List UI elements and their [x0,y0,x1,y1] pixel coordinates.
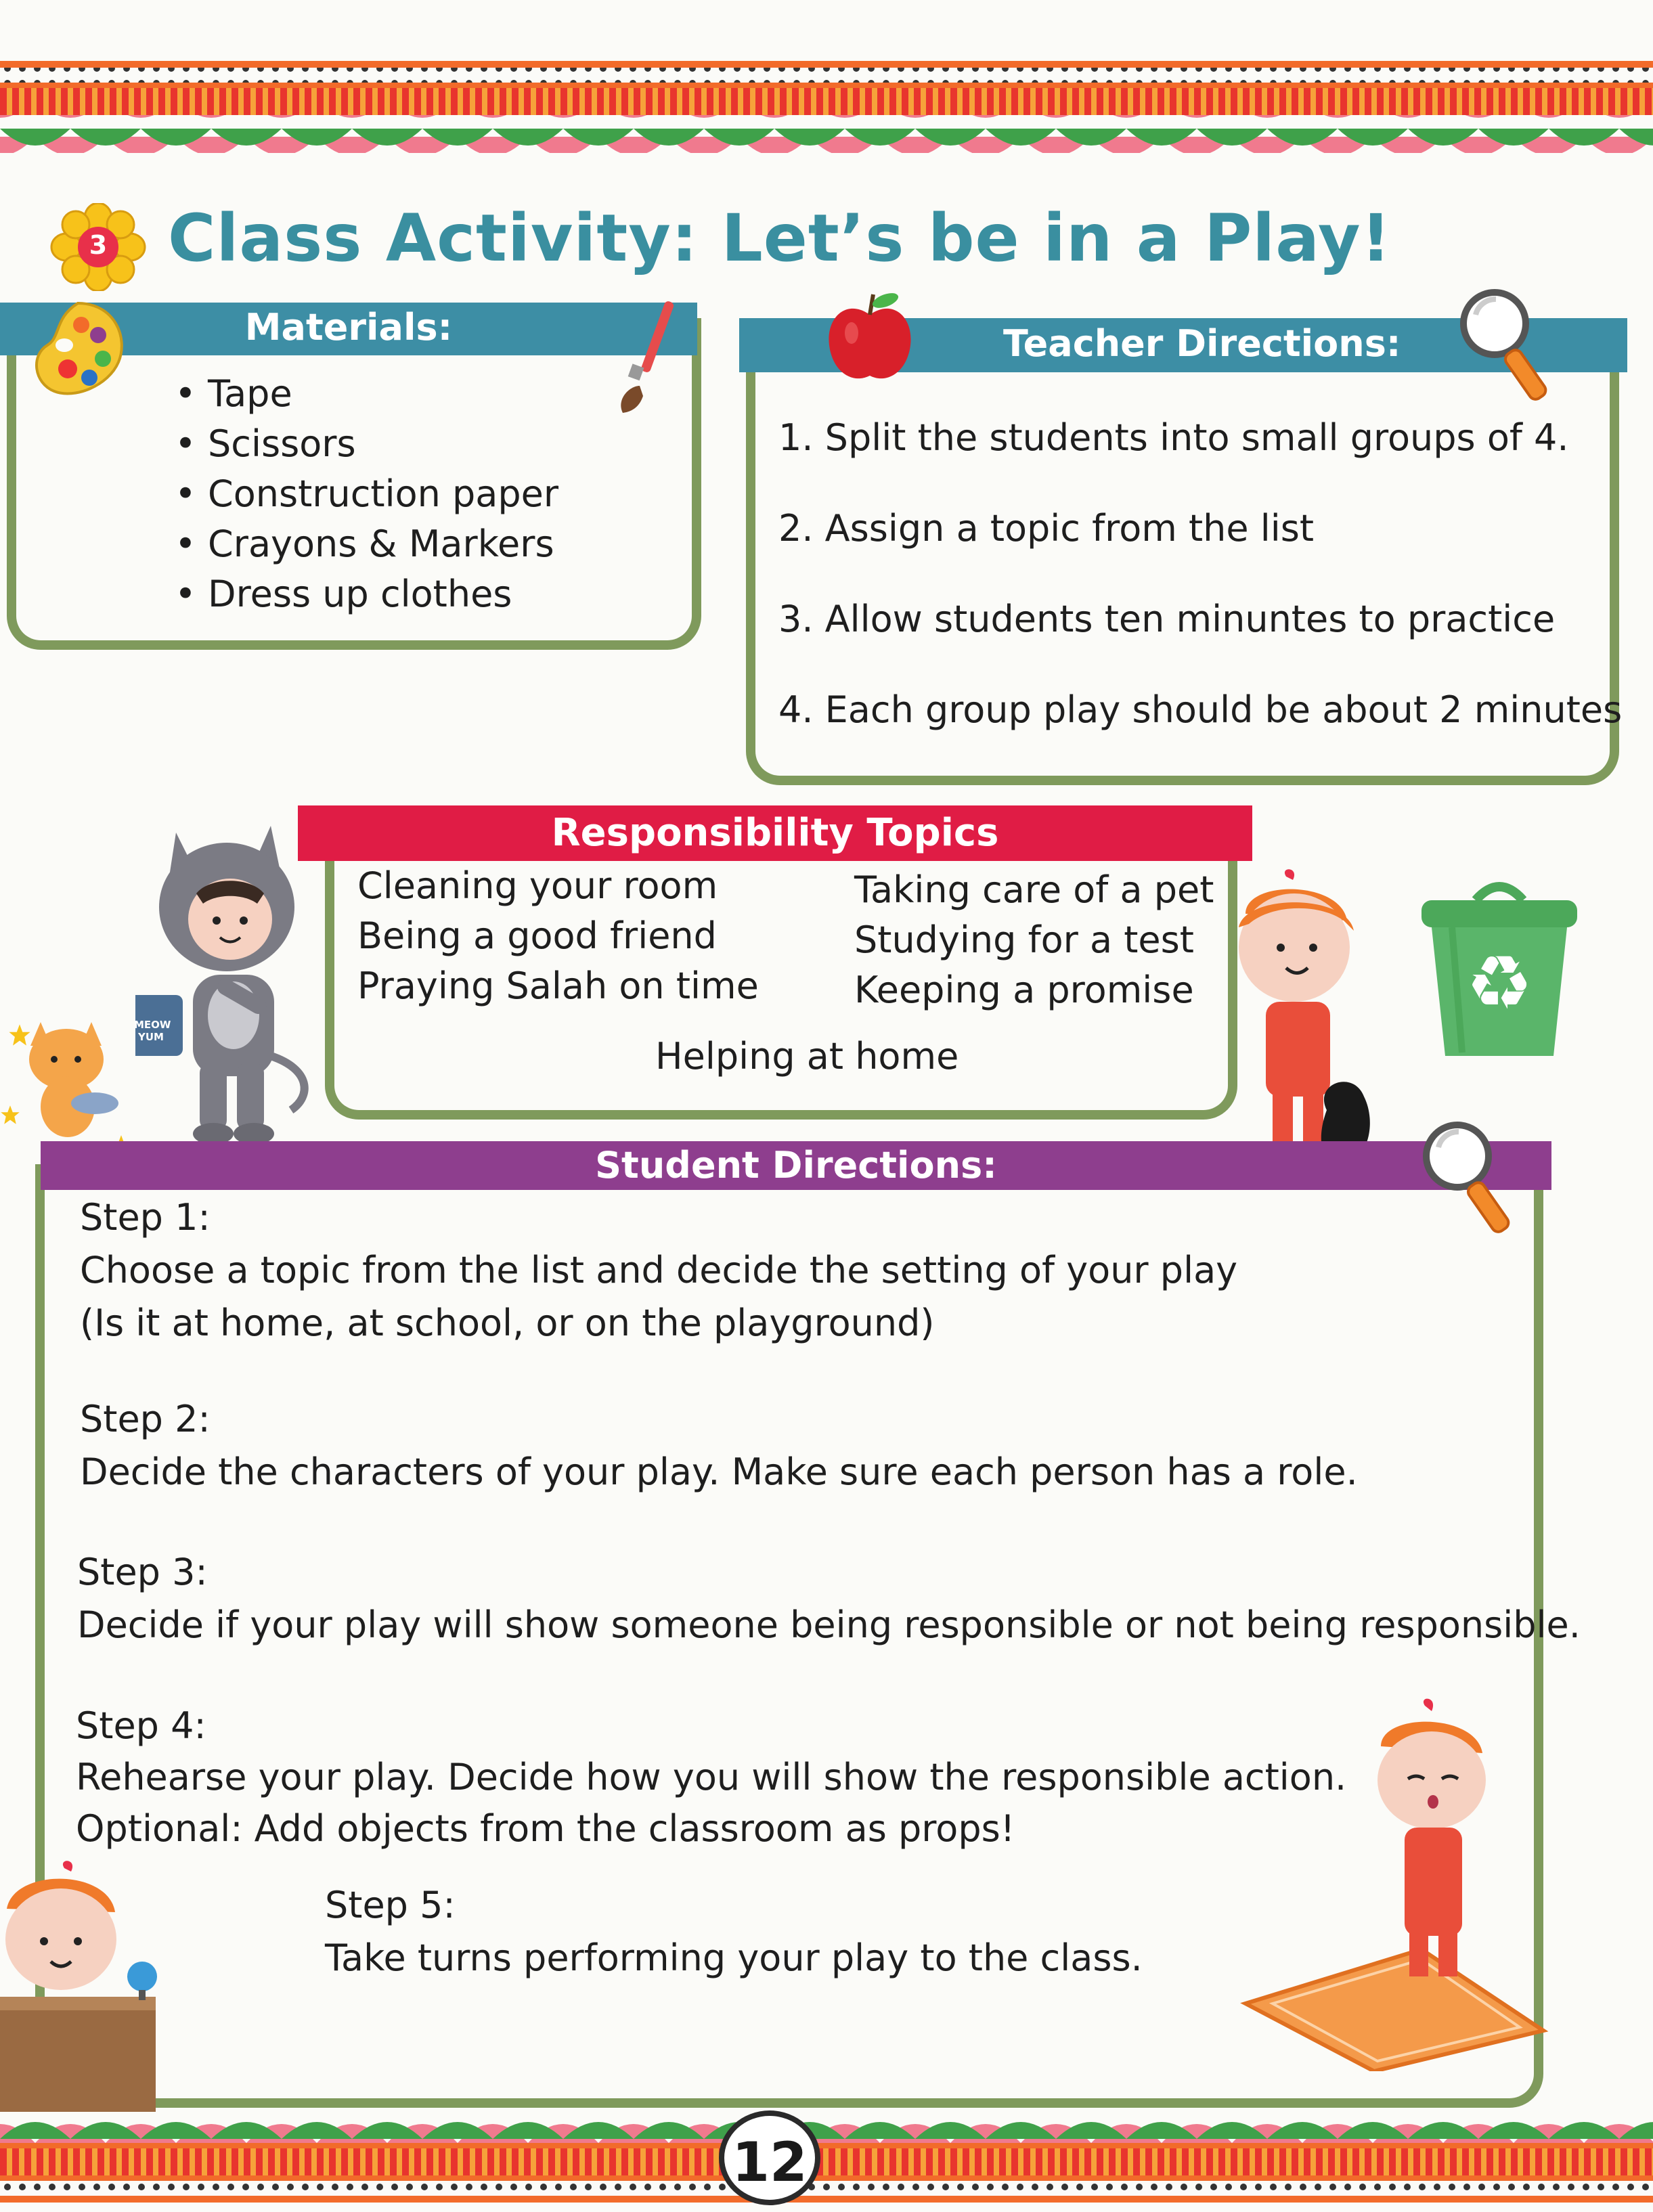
topic-item: Being a good friend [357,914,717,957]
teacher-step: 4. Each group play should be about 2 minutes [778,688,1623,731]
page-number-badge [719,2110,820,2205]
page-number: 12 [732,2131,808,2194]
magnifying-glass-icon [1415,1117,1516,1245]
topic-item: Keeping a promise [854,969,1194,1011]
student-step-3 [77,1546,1581,1652]
step-label: Step 2: [80,1398,211,1440]
step-text: Decide the characters of your play. Make sure each person has a role. [80,1451,1358,1493]
step-label: Step 4: [76,1704,206,1747]
student-step-2 [80,1393,1358,1499]
materials-item-label: Dress up clothes [208,573,512,615]
teacher-directions-heading: Teacher Directions: [1003,322,1401,365]
topic-item: Helping at home [655,1035,959,1078]
materials-item: • Scissors [175,422,356,465]
materials-item-label: Scissors [208,422,356,465]
top-decorative-border [0,61,1653,176]
materials-item: • Tape [175,372,292,415]
kid-at-desk-illustration [0,1855,169,2112]
teacher-step: 2. Assign a topic from the list [778,507,1315,550]
svg-text:♻: ♻ [1465,939,1533,1026]
materials-item: • Crayons & Markers [175,523,554,565]
topics-left-column [357,861,759,1011]
paintbrush-icon [609,298,690,413]
topic-item: Studying for a test [854,919,1194,961]
student-step-1 [80,1191,1237,1350]
activity-number-flower-icon [47,203,149,291]
step-label: Step 5: [325,1884,456,1926]
step-text: Choose a topic from the list and decide the setting of your play [80,1249,1238,1291]
star-icon [0,1105,20,1125]
apple-icon [826,291,914,386]
boy-with-trash-bag-illustration [1218,866,1381,1171]
cat-food-cup-label [134,1019,171,1043]
materials-item: • Construction paper [175,472,559,515]
student-step-5 [325,1879,1143,1985]
cup-label-text: MEOW YUM [134,1019,171,1043]
bottom-decorative-border [0,2105,1653,2212]
topics-right-column [854,865,1214,1015]
step-text: Optional: Add objects from the classroom as props! [76,1807,1015,1850]
step-text: Decide if your play will show someone being responsible or not being responsible. [77,1603,1581,1646]
materials-item-label: Crayons & Markers [208,523,554,565]
topic-item: Taking care of a pet [854,868,1214,911]
teacher-directions-list [778,393,1622,755]
paint-palette-icon [27,298,129,406]
step-label: Step 3: [77,1551,208,1593]
responsibility-topics-heading: Responsibility Topics [551,811,999,855]
materials-item: • Dress up clothes [175,573,512,615]
teacher-step: 1. Split the students into small groups of 4. [778,416,1569,459]
step-text: Take turns performing your play to the class. [325,1937,1143,1979]
teacher-step: 3. Allow students ten minuntes to practice [778,598,1556,640]
page-title: Class Activity: Let’s be in a Play! [168,200,1392,276]
recycle-bin-icon [1415,873,1584,1063]
student-directions-header [41,1141,1551,1190]
responsibility-topics-header [298,805,1252,861]
star-icon [8,1023,31,1046]
cat-costume-kid-illustration [135,812,325,1151]
boy-on-prayer-rug-illustration [1218,1692,1557,2071]
materials-item-label: Tape [208,372,292,415]
materials-item-label: Construction paper [208,472,559,515]
student-step-4 [76,1700,1346,1855]
step-text: (Is it at home, at school, or on the playground) [80,1302,935,1344]
materials-list [175,369,558,619]
topic-item: Praying Salah on time [357,965,759,1007]
step-label: Step 1: [80,1196,211,1239]
step-text: Rehearse your play. Decide how you will show the responsible action. [76,1756,1347,1798]
materials-heading: Materials: [244,306,453,349]
student-directions-heading: Student Directions: [595,1144,997,1187]
activity-number: 3 [89,230,108,260]
topic-item: Cleaning your room [357,864,718,907]
